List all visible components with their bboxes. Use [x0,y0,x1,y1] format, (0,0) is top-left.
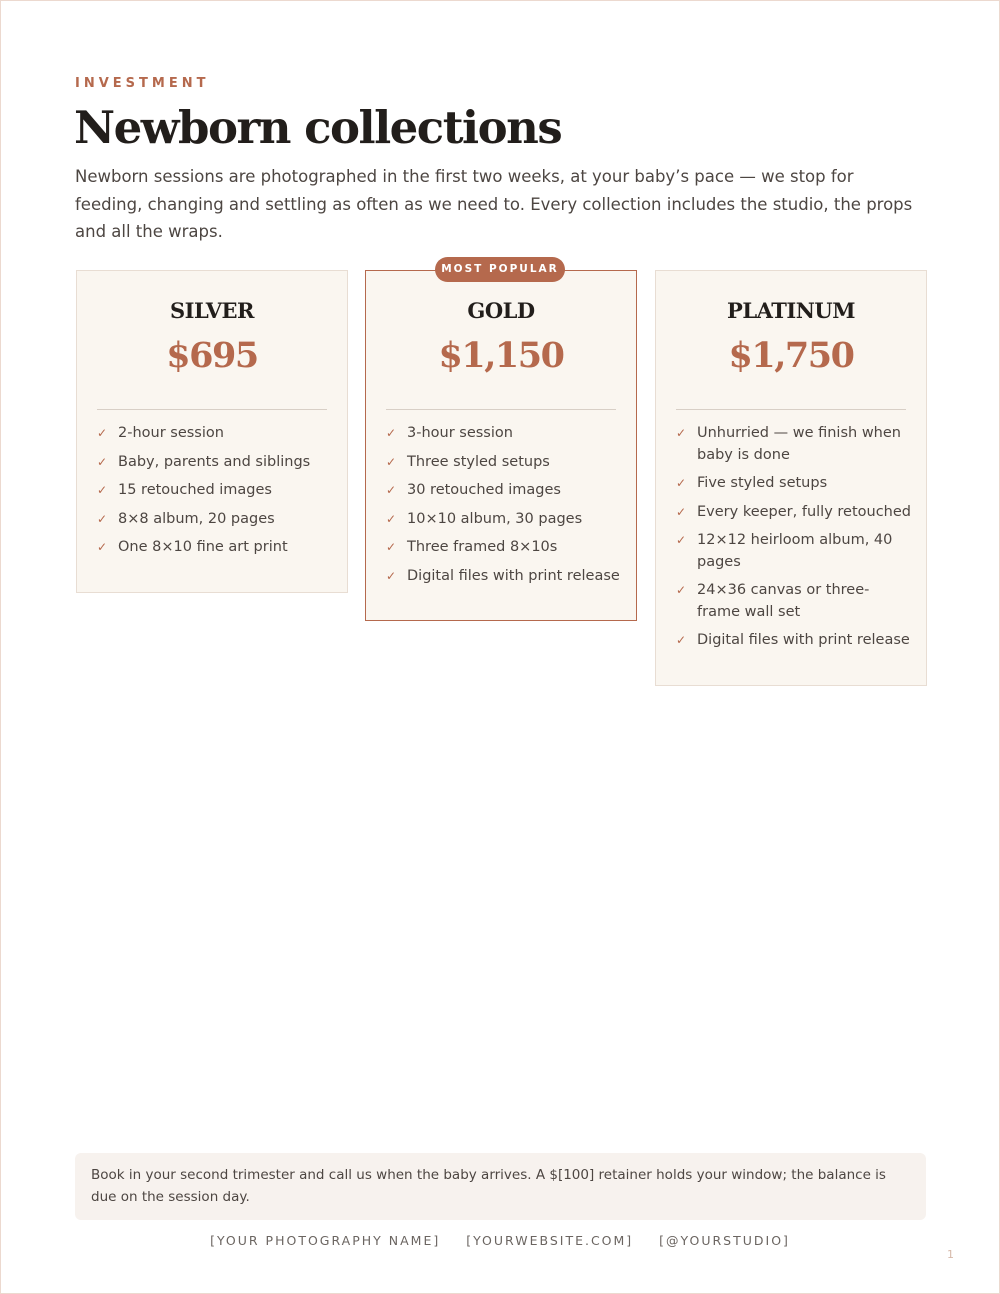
page-title: Newborn collections [74,101,562,154]
feature-item [386,480,622,502]
feature-text: Digital files with print release [407,567,620,584]
check-icon: ✓ [97,540,108,554]
check-icon: ✓ [386,483,397,497]
feature-item [386,537,622,559]
feature-item [97,423,333,445]
feature-item [97,537,333,559]
feature-text: 15 retouched images [118,482,272,498]
card-divider [386,409,616,410]
card-name: SILVER [169,298,254,323]
check-icon: ✓ [386,511,397,526]
check-icon: ✓ [676,533,687,547]
check-icon: ✓ [97,511,108,526]
check-icon: ✓ [676,633,687,647]
footer-social-handle[interactable]: [@YOURSTUDIO] [659,1233,790,1248]
check-icon: ✓ [97,426,108,440]
feature-text: 3-hour session [407,425,513,441]
feature-item [97,480,333,502]
check-icon: ✓ [676,476,687,490]
card-name: GOLD [467,298,535,323]
footer-website[interactable]: [YOURWEBSITE.COM] [466,1233,634,1248]
feature-text: 8×8 album, 20 pages [118,510,275,527]
feature-item [386,423,622,445]
card-gold [365,270,637,621]
feature-text: Baby, parents and siblings [118,453,311,470]
feature-item [676,502,912,524]
check-icon: ✓ [676,426,687,440]
intro-paragraph: Newborn sessions are photographed in the first two weeks, at your baby’s pace — we stop for feeding, changing and settling as often as we need to. Every collection includes the studio, the props and all the wraps. [75,167,913,241]
feature-text: Every keeper, fully retouched [697,503,911,520]
feature-text: Three framed 8×10s [407,539,558,555]
card-price: $695 [166,335,258,376]
feature-item [386,566,622,588]
feature-text: One 8×10 fine art print [118,539,288,555]
check-icon: ✓ [97,454,108,469]
feature-item [676,530,912,573]
feature-text: 12×12 heirloom album, 40 pages [697,532,893,570]
feature-list [97,423,333,566]
feature-text: 10×10 album, 30 pages [407,510,583,527]
feature-text: Three styled setups [407,453,550,470]
feature-item [386,452,622,474]
booking-note: Book in your second trimester and call us when the baby arrives. A $[100] retainer holds your window; the balance is due on the session day. [75,1153,926,1220]
feature-text: 2-hour session [118,425,224,441]
card-platinum [655,270,927,686]
check-icon: ✓ [386,426,397,440]
feature-item [676,473,912,495]
card-price: $1,750 [728,335,854,376]
feature-item [676,630,912,652]
page-number: 1 [947,1248,954,1261]
check-icon: ✓ [386,454,397,469]
card-silver [76,270,348,593]
check-icon: ✓ [97,483,108,497]
check-icon: ✓ [386,568,397,583]
card-divider [676,409,906,410]
feature-list [386,423,622,594]
feature-text: Unhurried — we finish when baby is done [697,425,901,463]
feature-item [97,509,333,531]
feature-text: Digital files with print release [697,632,910,648]
check-icon: ✓ [386,540,397,554]
section-eyebrow: INVESTMENT [75,76,210,91]
feature-list [676,423,912,659]
feature-text: 24×36 canvas or three-frame wall set [697,582,870,620]
most-popular-badge: MOST POPULAR [435,257,565,282]
feature-text: Five styled setups [697,475,828,491]
feature-item [386,509,622,531]
footer [1,1233,999,1248]
feature-item [676,580,912,623]
check-icon: ✓ [676,504,687,519]
card-name: PLATINUM [727,298,855,323]
feature-item [97,452,333,474]
feature-item [676,423,912,466]
check-icon: ✓ [676,583,687,597]
card-price: $1,150 [438,335,564,376]
footer-studio-name: [YOUR PHOTOGRAPHY NAME] [210,1233,441,1248]
card-divider [97,409,327,410]
feature-text: 30 retouched images [407,482,561,498]
